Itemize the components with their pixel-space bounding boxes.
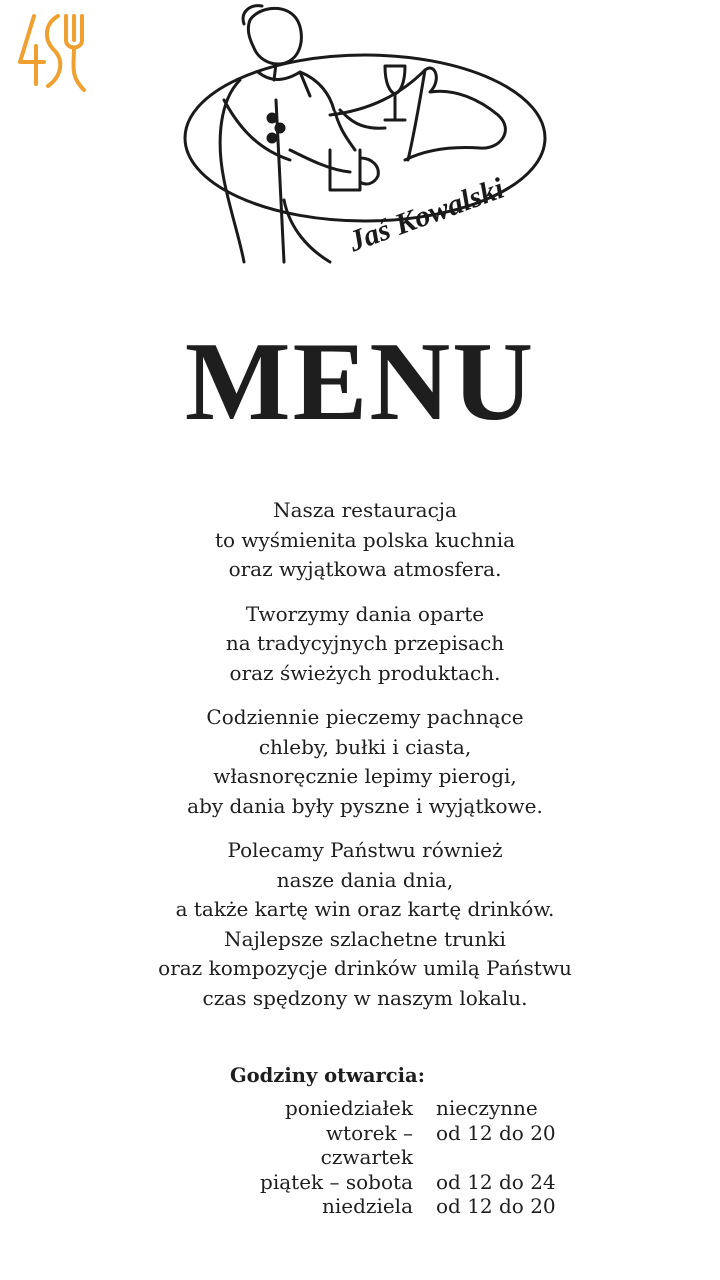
opening-hours xyxy=(230,1064,590,1219)
hours-time: od 12 do 20 xyxy=(436,1194,556,1218)
about-line: nasze dania dnia, xyxy=(276,867,454,892)
about-line: to wyśmienita polska kuchnia xyxy=(214,527,516,552)
about-paragraph xyxy=(0,836,720,1013)
about-line: aby dania były pyszne i wyjątkowe. xyxy=(187,793,543,818)
page-title: MENU xyxy=(184,320,536,444)
hours-row xyxy=(230,1096,590,1121)
hours-row xyxy=(230,1170,590,1195)
about-paragraph xyxy=(0,496,720,585)
about-line: Tworzymy dania oparte xyxy=(245,601,485,626)
hours-day: wtorek – czwartek xyxy=(320,1120,413,1169)
about-line: oraz świeżych produktach. xyxy=(229,660,501,685)
hours-time: od 12 do 20 xyxy=(436,1120,556,1145)
about-line: a także kartę win oraz kartę drinków. xyxy=(175,897,555,921)
about-line: chleby, bułki i ciasta, xyxy=(258,734,472,759)
about-line: Polecamy Państwu również xyxy=(227,838,503,862)
hours-day: piątek – sobota xyxy=(260,1169,413,1194)
about-line: Nasza restauracja xyxy=(273,498,457,522)
hours-time: od 12 do 24 xyxy=(436,1169,556,1194)
restaurant-logo xyxy=(180,0,550,268)
about-line: oraz wyjątkowa atmosfera. xyxy=(228,557,502,581)
about-line: własnoręcznie lepimy pierogi, xyxy=(213,764,517,788)
hours-row xyxy=(230,1194,590,1219)
about-line: Najlepsze szlachetne trunki xyxy=(224,926,506,951)
hours-day: poniedziałek xyxy=(284,1096,413,1120)
about-line: na tradycyjnych przepisach xyxy=(225,631,505,655)
about-section xyxy=(0,496,720,1028)
hours-day: niedziela xyxy=(321,1194,413,1218)
about-paragraph xyxy=(0,600,720,689)
hours-time: nieczynne xyxy=(436,1096,538,1120)
about-paragraph xyxy=(0,703,720,821)
fork-glyph-icon xyxy=(14,10,90,96)
about-line: czas spędzony w naszym lokalu. xyxy=(202,985,528,1010)
hours-row xyxy=(230,1121,590,1170)
opening-hours-title: Godziny otwarcia: xyxy=(230,1064,425,1087)
about-line: Codziennie pieczemy pachnące xyxy=(206,705,524,729)
logo-signature: Jaś Kowalski xyxy=(344,171,509,259)
about-line: oraz kompozycje drinków umilą Państwu xyxy=(158,956,572,980)
